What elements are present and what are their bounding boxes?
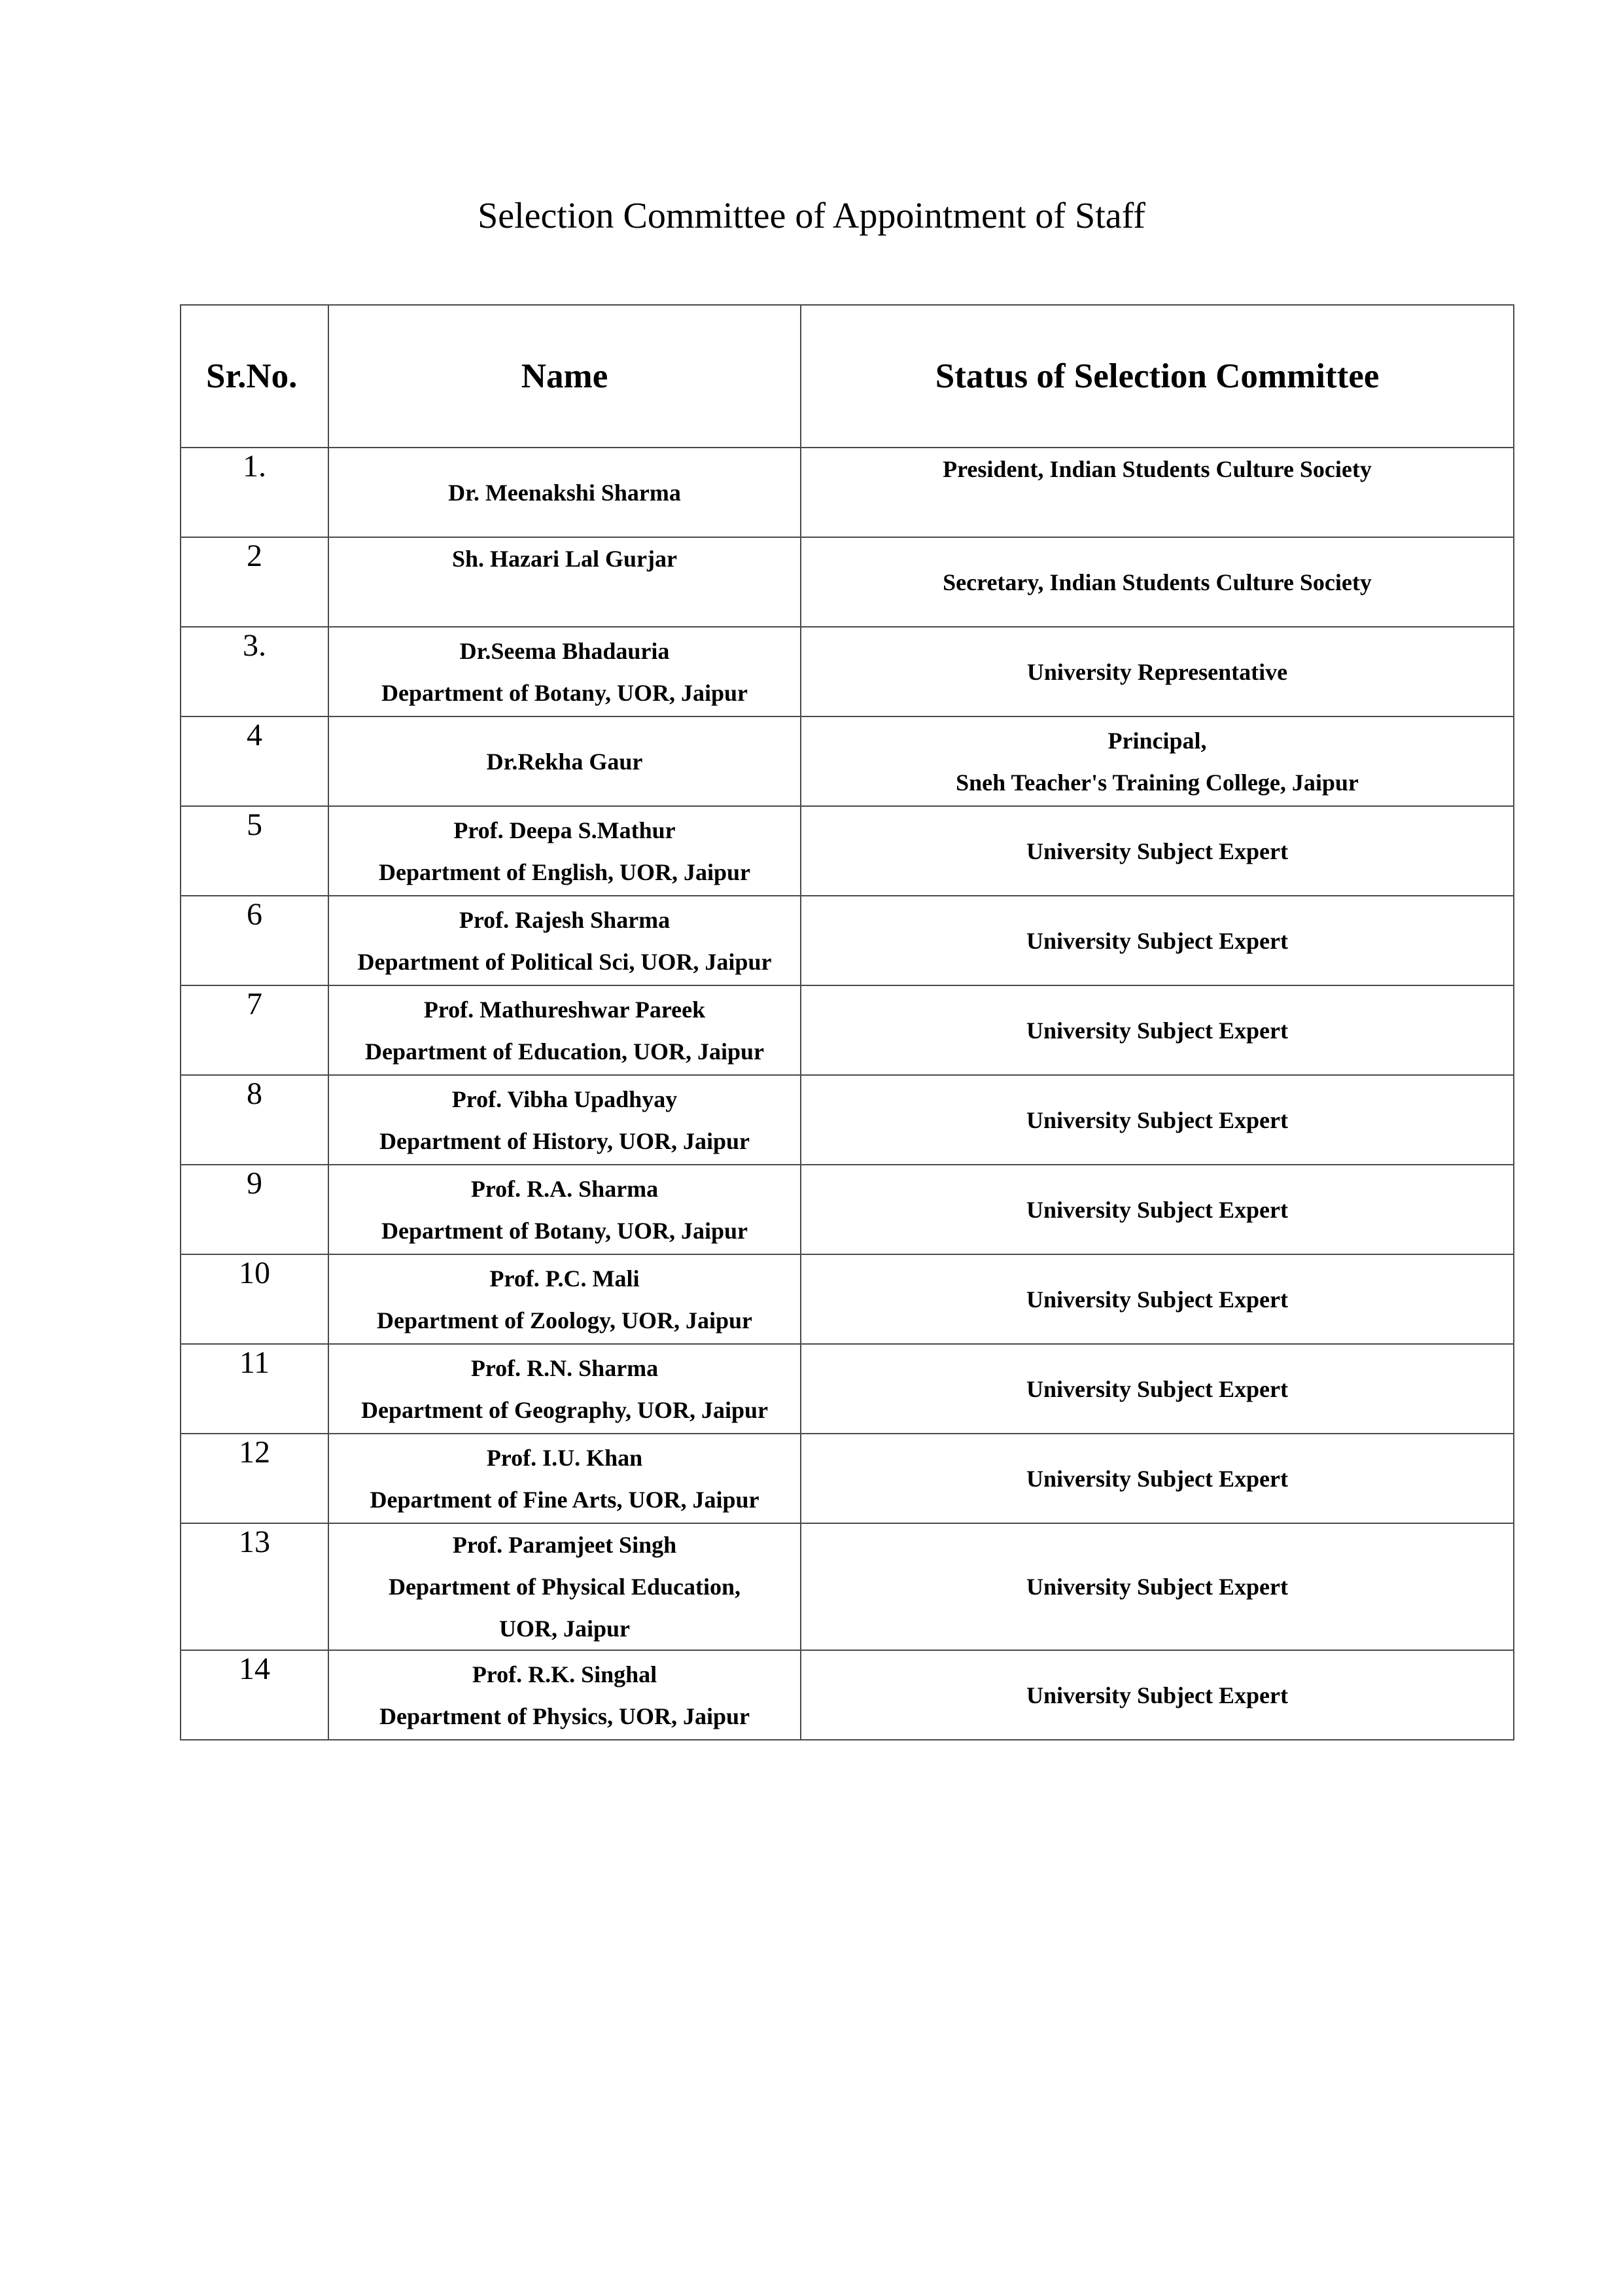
committee-status-cell (801, 1165, 1514, 1254)
committee-status: President, Indian Students Culture Society (943, 456, 1372, 482)
member-name: Dr.Seema Bhadauria (459, 637, 670, 664)
committee-status-cell (801, 716, 1514, 806)
member-name: Prof. Vibha Upadhyay (451, 1086, 678, 1112)
member-name-cell (328, 537, 801, 627)
sr-no-cell: 8 (181, 1075, 328, 1165)
sr-no-cell: 5 (181, 806, 328, 896)
sr-no-cell: 13 (181, 1523, 328, 1650)
member-department: Department of Zoology, UOR, Jaipur (377, 1307, 752, 1333)
member-name: Prof. Deepa S.Mathur (453, 817, 676, 843)
committee-status-cell (801, 896, 1514, 985)
member-department: Department of Fine Arts, UOR, Jaipur (370, 1486, 759, 1513)
table-row (181, 806, 1514, 896)
committee-status-cell (801, 1523, 1514, 1650)
member-name: Prof. I.U. Khan (486, 1444, 643, 1471)
table-row (181, 896, 1514, 985)
member-department: UOR, Jaipur (498, 1616, 631, 1642)
table-row (181, 1434, 1514, 1523)
member-name: Dr. Meenakshi Sharma (448, 479, 681, 506)
committee-status-cell (801, 1254, 1514, 1344)
committee-status-cell (801, 806, 1514, 896)
page-title: Selection Committee of Appointment of Staff (478, 196, 1145, 236)
sr-no-cell: 7 (181, 985, 328, 1075)
committee-status: University Subject Expert (1026, 1682, 1288, 1708)
member-name-cell (328, 1344, 801, 1434)
header-status: Status of Selection Committee (801, 305, 1514, 448)
member-name-cell (328, 448, 801, 537)
committee-status: University Subject Expert (1026, 1574, 1288, 1600)
member-department: Department of Physics, UOR, Jaipur (379, 1703, 750, 1729)
member-name-cell (328, 806, 801, 896)
member-name: Prof. Mathureshwar Pareek (423, 996, 706, 1023)
committee-status: Principal, (1108, 727, 1207, 754)
member-name-cell (328, 1254, 801, 1344)
member-department: Department of Education, UOR, Jaipur (365, 1038, 764, 1065)
sr-no-cell: 14 (181, 1650, 328, 1740)
committee-status-cell (801, 627, 1514, 716)
member-department: Department of Botany, UOR, Jaipur (381, 1217, 748, 1244)
committee-table (180, 304, 1514, 1740)
table-row (181, 1344, 1514, 1434)
sr-no-cell: 3. (181, 627, 328, 716)
member-name-cell (328, 1523, 801, 1650)
member-department: Department of Political Sci, UOR, Jaipur (357, 948, 772, 975)
member-name-cell (328, 1650, 801, 1740)
member-name-cell (328, 1075, 801, 1165)
member-department: Department of English, UOR, Jaipur (378, 858, 751, 885)
committee-status: University Subject Expert (1026, 1286, 1288, 1313)
committee-status: University Subject Expert (1026, 1106, 1288, 1133)
committee-status-cell (801, 1434, 1514, 1523)
member-name-cell (328, 716, 801, 806)
committee-status: University Subject Expert (1026, 1196, 1288, 1223)
table-row (181, 627, 1514, 716)
sr-no-cell: 2 (181, 537, 328, 627)
table-row (181, 1165, 1514, 1254)
committee-status-cell (801, 537, 1514, 627)
member-name: Dr.Rekha Gaur (486, 748, 643, 775)
committee-status: University Subject Expert (1026, 1375, 1288, 1402)
committee-status-cell (801, 1344, 1514, 1434)
member-name-cell (328, 1434, 801, 1523)
sr-no-cell: 12 (181, 1434, 328, 1523)
table-row (181, 448, 1514, 537)
member-name: Prof. Rajesh Sharma (459, 906, 671, 933)
sr-no-cell: 10 (181, 1254, 328, 1344)
member-department: Department of Botany, UOR, Jaipur (381, 679, 748, 706)
sr-no-cell: 11 (181, 1344, 328, 1434)
committee-status: Sneh Teacher's Training College, Jaipur (956, 769, 1359, 796)
committee-status-cell (801, 1075, 1514, 1165)
committee-status: University Representative (1026, 658, 1288, 685)
member-department: Department of History, UOR, Jaipur (379, 1127, 750, 1154)
table-row (181, 985, 1514, 1075)
committee-status: University Subject Expert (1026, 838, 1288, 864)
member-name: Prof. R.K. Singhal (472, 1661, 657, 1687)
header-sr-no: Sr.No. (181, 305, 328, 448)
table-row (181, 1254, 1514, 1344)
member-name: Prof. P.C. Mali (489, 1265, 640, 1292)
sr-no-cell: 1. (181, 448, 328, 537)
sr-no-cell: 4 (181, 716, 328, 806)
member-name-cell (328, 985, 801, 1075)
member-name-cell (328, 896, 801, 985)
table-row (181, 1075, 1514, 1165)
table-row (181, 716, 1514, 806)
committee-status-cell (801, 985, 1514, 1075)
table-row (181, 537, 1514, 627)
member-name: Prof. R.N. Sharma (470, 1354, 659, 1381)
sr-no-cell: 9 (181, 1165, 328, 1254)
table-row (181, 1523, 1514, 1650)
committee-status: University Subject Expert (1026, 1465, 1288, 1492)
committee-status: University Subject Expert (1026, 1017, 1288, 1044)
member-name: Prof. R.A. Sharma (470, 1175, 659, 1202)
committee-status-cell (801, 1650, 1514, 1740)
table-header-row (181, 305, 1514, 448)
header-name: Name (328, 305, 801, 448)
member-name-cell (328, 627, 801, 716)
committee-status: Secretary, Indian Students Culture Society (943, 569, 1372, 595)
table-row (181, 1650, 1514, 1740)
member-name: Sh. Hazari Lal Gurjar (452, 546, 677, 572)
member-department: Department of Geography, UOR, Jaipur (361, 1396, 768, 1423)
member-department: Department of Physical Education, (389, 1574, 741, 1600)
member-name-cell (328, 1165, 801, 1254)
member-name: Prof. Paramjeet Singh (452, 1532, 677, 1558)
committee-status: University Subject Expert (1026, 927, 1288, 954)
sr-no-cell: 6 (181, 896, 328, 985)
committee-status-cell (801, 448, 1514, 537)
